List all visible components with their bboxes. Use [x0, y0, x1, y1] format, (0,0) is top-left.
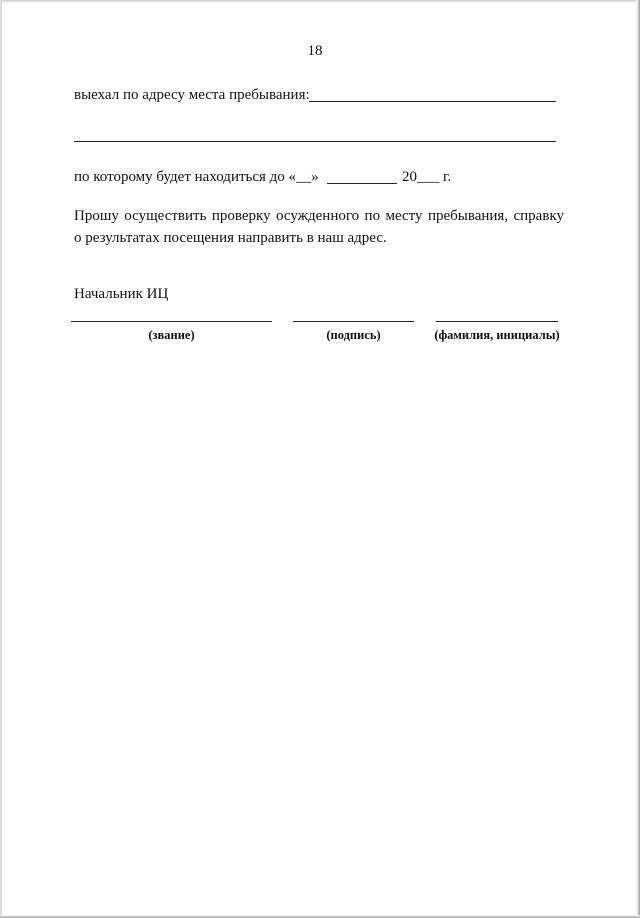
address-fill-line-1 — [309, 101, 556, 102]
rank-fill-line — [71, 321, 272, 322]
until-year-blank: ___ — [417, 169, 440, 185]
address-fill-line-2 — [74, 141, 556, 142]
address-label: выехал по адресу места пребывания: — [74, 87, 310, 103]
signature-fill-line — [293, 321, 414, 322]
until-year-prefix: 20 — [402, 169, 417, 185]
scan-edge-top — [0, 0, 640, 3]
page-number: 18 — [307, 43, 323, 59]
name-fill-line — [436, 321, 558, 322]
until-month-blank — [327, 183, 397, 184]
name-caption: (фамилия, инициалы) — [434, 328, 560, 342]
scan-edge-right — [636, 0, 640, 918]
signatory-title: Начальник ИЦ — [74, 286, 169, 302]
until-quote-close: » — [311, 169, 319, 185]
scan-edge-left — [0, 0, 2, 918]
until-day-blank: __ — [296, 169, 312, 185]
request-paragraph — [74, 205, 564, 249]
until-year-suffix: г. — [443, 169, 452, 185]
request-line-2: о результатах посещения направить в наш адрес. — [74, 230, 387, 246]
until-prefix: по которому будет находиться до « — [74, 169, 297, 185]
rank-caption: (звание) — [148, 328, 195, 342]
signature-caption: (подпись) — [326, 328, 381, 342]
until-line — [74, 169, 319, 186]
until-year — [402, 169, 440, 186]
request-line-1: Прошу осуществить проверку осужденного по месту пребывания, справку — [74, 208, 564, 224]
